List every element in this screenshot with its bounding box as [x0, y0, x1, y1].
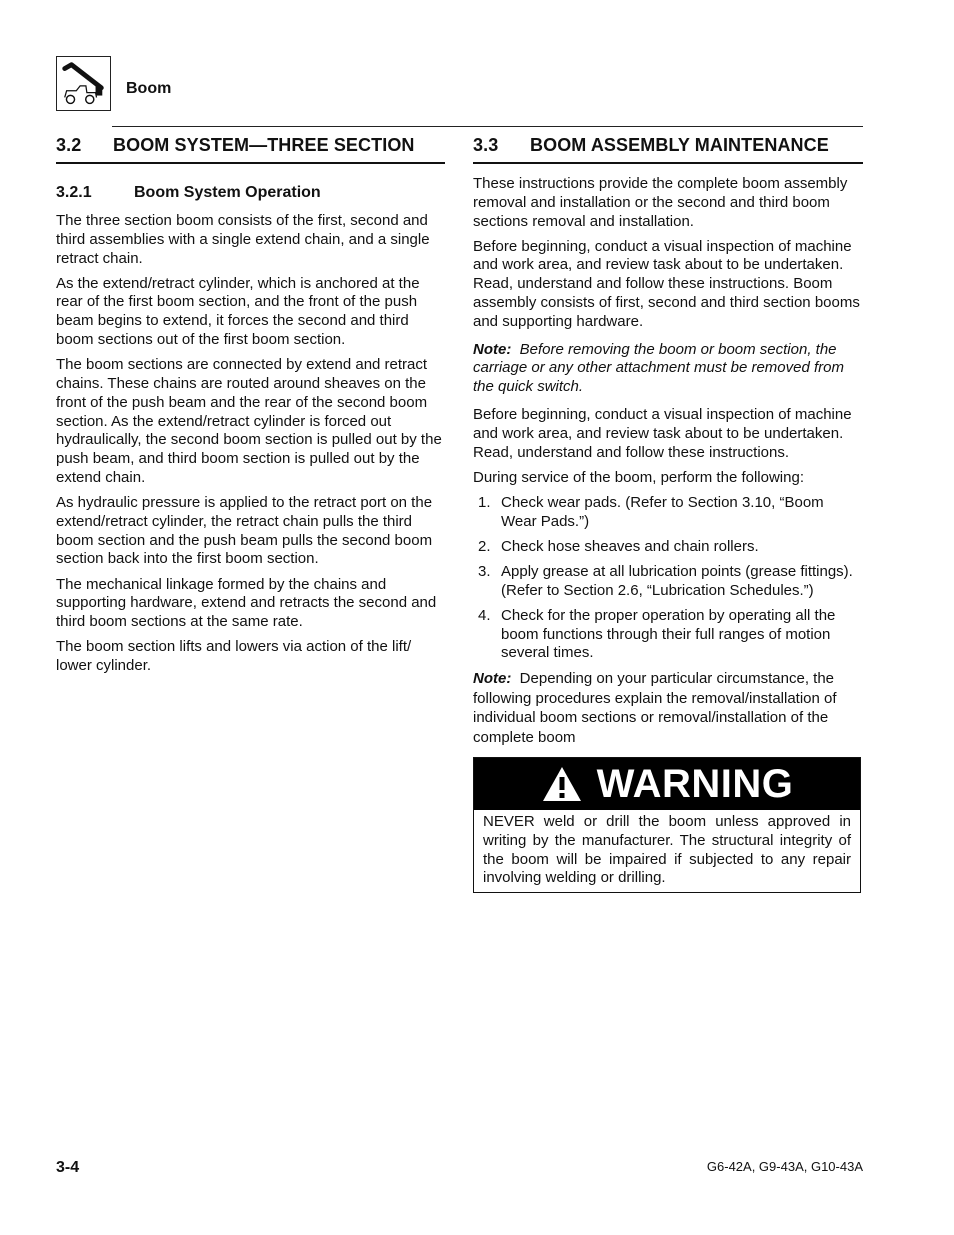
warning-box	[473, 757, 861, 893]
note-label: Note:	[473, 670, 512, 688]
telehandler-boom-icon	[56, 56, 111, 111]
page-number: 3-4	[56, 1159, 80, 1176]
right-column-body	[473, 175, 863, 754]
note-paragraph	[473, 341, 863, 397]
paragraph: As hydraulic pressure is applied to the retract port on the extend/retract cylinder, the retract chain pulls the third boom section and the push beam pulls the second boom section back into the first boom section.	[56, 494, 433, 568]
list-item: 3. Apply grease at all lubrication points (grease fittings). (Refer to Section 2.6, “Lubrication Schedules.”)	[478, 562, 853, 599]
paragraph: The three section boom consists of the first, second and third assemblies with a single extend chain, and a single retract chain.	[56, 212, 430, 267]
subsection-number: 3.2.1	[56, 184, 92, 201]
section-heading-3-2	[56, 135, 415, 156]
warning-text: NEVER weld or drill the boom unless approved in writing by the manufacturer. The structural integrity of the boom will be impaired if subjected to any repair involving welding or drilling.	[483, 813, 851, 887]
paragraph: The mechanical linkage formed by the chains and supporting hardware, extend and retracts the second and third boom sections at the same rate.	[56, 575, 437, 631]
note-label: Note:	[473, 340, 512, 358]
note-paragraph	[473, 669, 863, 747]
section-heading-3-3	[473, 135, 829, 156]
list-item: 1. Check wear pads. (Refer to Section 3.10, “Boom Wear Pads.”)	[478, 493, 824, 530]
warning-banner	[474, 758, 860, 810]
list-item: 2. Check hose sheaves and chain rollers.	[478, 537, 759, 555]
paragraph: As the extend/retract cylinder, which is anchored at the rear of the first boom section, and the front of the push beam begins to extend, it forces the second and third boom sections out of the first boom section.	[56, 274, 420, 349]
note-text: Depending on your particular circumstance, the following procedures explain the removal/installation of individual boom sections or removal/installation of the complete boom	[473, 670, 837, 746]
warning-triangle-icon	[541, 765, 583, 803]
paragraph: The boom sections are connected by extend and retract chains. These chains are routed around sheaves on the front of the push beam and the rear of the second boom section. As the extend/retract cylinder is forced out hydraulically, the second boom section is pulled out by the push beam, and third boom section is pulled out by the extend chain.	[56, 356, 442, 486]
list-item: 4. Check for the proper operation by operating all the boom functions through their full ranges of motion several times.	[478, 606, 836, 662]
running-head: Boom	[126, 80, 172, 97]
warning-title: WARNING	[596, 761, 794, 806]
paragraph: During service of the boom, perform the following:	[473, 468, 804, 486]
paragraph: These instructions provide the complete boom assembly removal and installation or the second and third boom sections removal and installation.	[473, 175, 848, 230]
section-number: 3.3	[473, 135, 499, 155]
maintenance-steps-list	[473, 494, 863, 663]
section-rule-right	[473, 162, 863, 164]
subsection-title: Boom System Operation	[134, 184, 321, 201]
paragraph: Before beginning, conduct a visual inspection of machine and work area, and review task about to be undertaken. Read, understand and follow these instructions. Boom assembly consists of first, second and third section booms and supporting hardware.	[473, 237, 860, 330]
section-title: BOOM SYSTEM—THREE SECTION	[113, 135, 415, 155]
model-list: G6-42A, G9-43A, G10-43A	[706, 1159, 863, 1174]
section-rule-left	[56, 162, 445, 164]
paragraph: Before beginning, conduct a visual inspection of machine and work area, and review task about to be undertaken. Read, understand and follow these instructions.	[473, 406, 852, 461]
subsection-heading-3-2-1	[56, 184, 321, 202]
note-text: Before removing the boom or boom section, the carriage or any other attachment must be removed from the quick switch.	[473, 340, 845, 396]
paragraph: The boom section lifts and lowers via action of the lift/ lower cylinder.	[56, 638, 412, 675]
left-column-body	[56, 212, 445, 682]
header-divider	[112, 126, 863, 127]
section-title: BOOM ASSEMBLY MAINTENANCE	[530, 135, 829, 155]
section-number: 3.2	[56, 135, 82, 155]
